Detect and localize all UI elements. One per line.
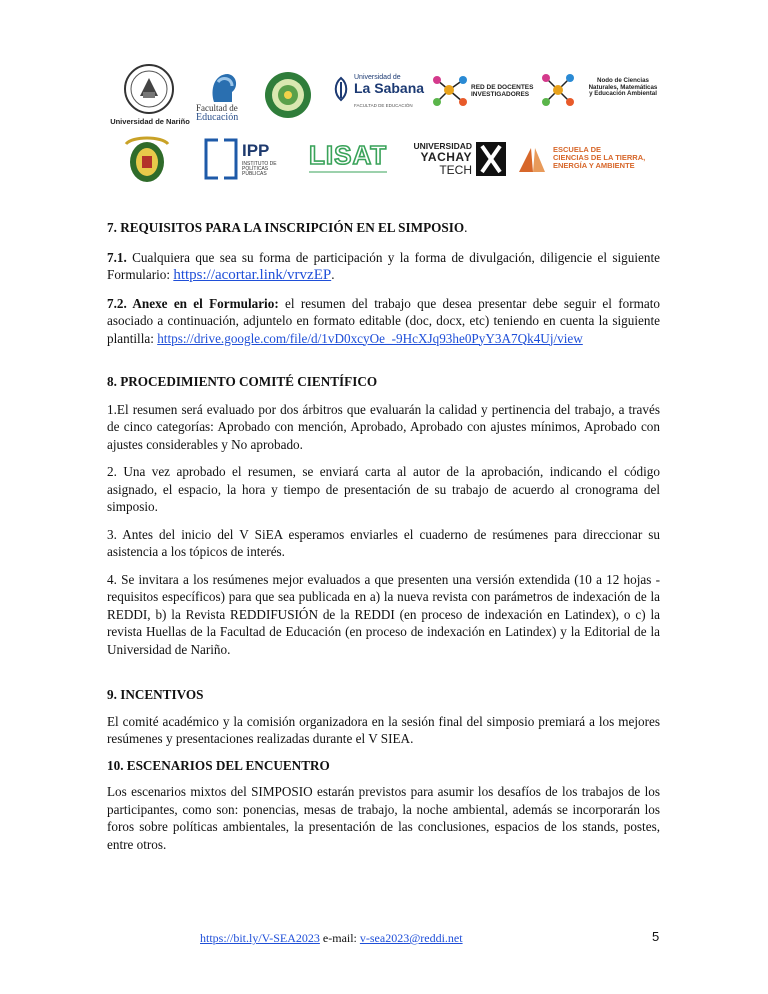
la-sabana-logo (332, 74, 432, 109)
yachay-label-2: YACHAY (420, 149, 472, 164)
section-9-paragraph-1: El comité académico y la comisión organizadora en la sesión final del simposio premiará a los mejores resúmenes y presentaciones realizadas durante el V SIEA. (107, 713, 660, 746)
facultad-label-1: Facultad de (196, 103, 238, 113)
lisat-logo (309, 142, 389, 175)
item-7-1-end: . (331, 267, 335, 282)
narino-seal-icon (120, 62, 178, 116)
ipp-sub-label-2: POLÍTICAS PÚBLICAS (242, 166, 269, 178)
section-10-paragraph-1: Los escenarios mixtos del SIMPOSIO estarán previstos para asumir los desafíos de los trabajos de los participantes, como son: ponencias, mesas de trabajo, la noche ambiental, además se incorporarán los foros sobre políticas ambientales, la presentación de las conclusiones, espacios de los stands, postes, entre otros. (107, 784, 660, 852)
section-8-paragraph-1: 1.El resumen será evaluado por dos árbitros que evaluarán la calidad y pertinencia del trabajo, a través de cinco categorías: Aprobado con mención, Aprobado, Aprobado con ajustes mínimos, Aprobado con ajustes considerables y No aprobado. (107, 401, 660, 452)
item-7-2-bold: 7.2. Anexe en el Formulario: (107, 295, 279, 311)
footer-bitly-link[interactable]: https://bit.ly/V-SEA2023 (200, 931, 320, 945)
sabana-main-label: La Sabana (354, 80, 425, 97)
section-7-title: 7. REQUISITOS PARA LA INSCRIPCIÓN EN EL SIMPOSIO (107, 220, 465, 235)
narino-coat-of-arms-logo (122, 134, 172, 186)
green-seal-logo (263, 70, 313, 120)
section-7-paragraph-1 (107, 249, 660, 285)
narino-label: Universidad de Nariño (110, 117, 190, 126)
yachay-x-icon (476, 142, 506, 176)
universidad-narino-logo (110, 62, 190, 126)
nodo-network-icon (540, 72, 576, 108)
reddi-label-1: RED DE DOCENTES (471, 84, 534, 91)
coat-of-arms-icon (122, 134, 172, 186)
reddi-label-2: INVESTIGADORES (471, 90, 530, 98)
template-link[interactable]: https://drive.google.com/file/d/1vD0xcyOe_-9HcXJq93he0PyY3A7Qk4Uj/view (157, 330, 583, 346)
sabana-sub-label: FACULTAD DE EDUCACIÓN (354, 103, 413, 109)
facultad-head-icon (206, 70, 240, 104)
section-7-title-dot: . (464, 220, 468, 235)
page-number: 5 (652, 929, 660, 944)
item-7-2-text: el resumen del trabajo que desea presentar debe seguir el formato asociado a continuación, adjuntelo en formato editable (doc, docx, etc) teniendo en cuenta la siguiente plantilla: (107, 295, 660, 346)
facultad-label-2: Educación (196, 112, 239, 124)
sabana-top-label: Universidad de (354, 74, 401, 81)
section-8-heading: 8. PROCEDIMIENTO COMITÉ CIENTÍFICO (107, 374, 378, 389)
section-8-paragraph-3: 3. Antes del inicio del V SiEA esperamos enviarles el cuaderno de resúmenes para direccionar su asistencia a los tópicos de interés. (107, 526, 660, 559)
logo-strip (100, 62, 670, 192)
sabana-emblem-icon (332, 76, 350, 102)
document-body (107, 219, 660, 853)
lisat-underline-icon (309, 169, 387, 175)
lisat-label: LISAT (309, 140, 388, 170)
reddi-network-icon (431, 74, 469, 108)
section-8-paragraph-2: 2. Una vez aprobado el resumen, se enviará carta al autor de la aprobación, indicando el código asignado, el espacio, la hora y tiempo de presentación de su trabajo de acuerdo al cronograma del simposio. (107, 464, 660, 514)
ipp-bracket-icon (204, 138, 238, 180)
ipp-sub-label-1: INSTITUTO DE (242, 160, 277, 167)
escuela-label-3: ENERGÍA Y AMBIENTE (553, 160, 635, 170)
section-10-heading: 10. ESCENARIOS DEL ENCUENTRO (107, 757, 330, 773)
item-7-1-number: 7.1. (107, 249, 127, 265)
yachay-label-3: TECH (439, 162, 472, 177)
item-7-1-text: Cualquiera que sea su forma de participación y la forma de divulgación, diligencie el siguiente Formulario: (107, 249, 660, 282)
section-7-paragraph-2 (107, 295, 660, 348)
section-8-paragraph-4: 4. Se invitara a los resúmenes mejor evaluados a que presenten una versión extendida (10 a 12 hojas - requisitos específicos) para que sea publicada en a) la nueva revista con parámetros de indexación de la REDDI, b) la Revista REDDIFUSIÓN de la REDDI (en proceso de indexación en Latindex), o c) la revista Huellas de la Facultad de Educación (en proceso de indexación en Latindex) y la Editorial de la Universidad de Nariño. (107, 571, 660, 657)
form-link[interactable]: https://acortar.link/vrvzEP (173, 267, 332, 283)
escuela-label-1: ESCUELA DE (553, 145, 602, 154)
yachay-label-1: UNIVERSIDAD (413, 141, 472, 151)
footer-email-label: e-mail: (319, 931, 360, 945)
section-7-heading (107, 219, 660, 237)
facultad-educacion-logo (196, 70, 256, 124)
ipp-main-label: IPP (242, 141, 270, 160)
escuela-mountain-icon (517, 144, 547, 174)
nodo-label-3: y Educación Ambiental (589, 90, 657, 97)
escuela-label-2: CIENCIAS DE LA TIERRA, (553, 152, 646, 162)
page-footer (200, 931, 463, 946)
nodo-label-1: Nodo de Ciencias (597, 77, 649, 84)
footer-email-link[interactable]: v-sea2023@reddi.net (359, 931, 463, 945)
section-9-heading: 9. INCENTIVOS (107, 687, 204, 702)
nodo-label-2: Naturales, Matemáticas (588, 83, 658, 91)
green-seal-icon (263, 70, 313, 120)
